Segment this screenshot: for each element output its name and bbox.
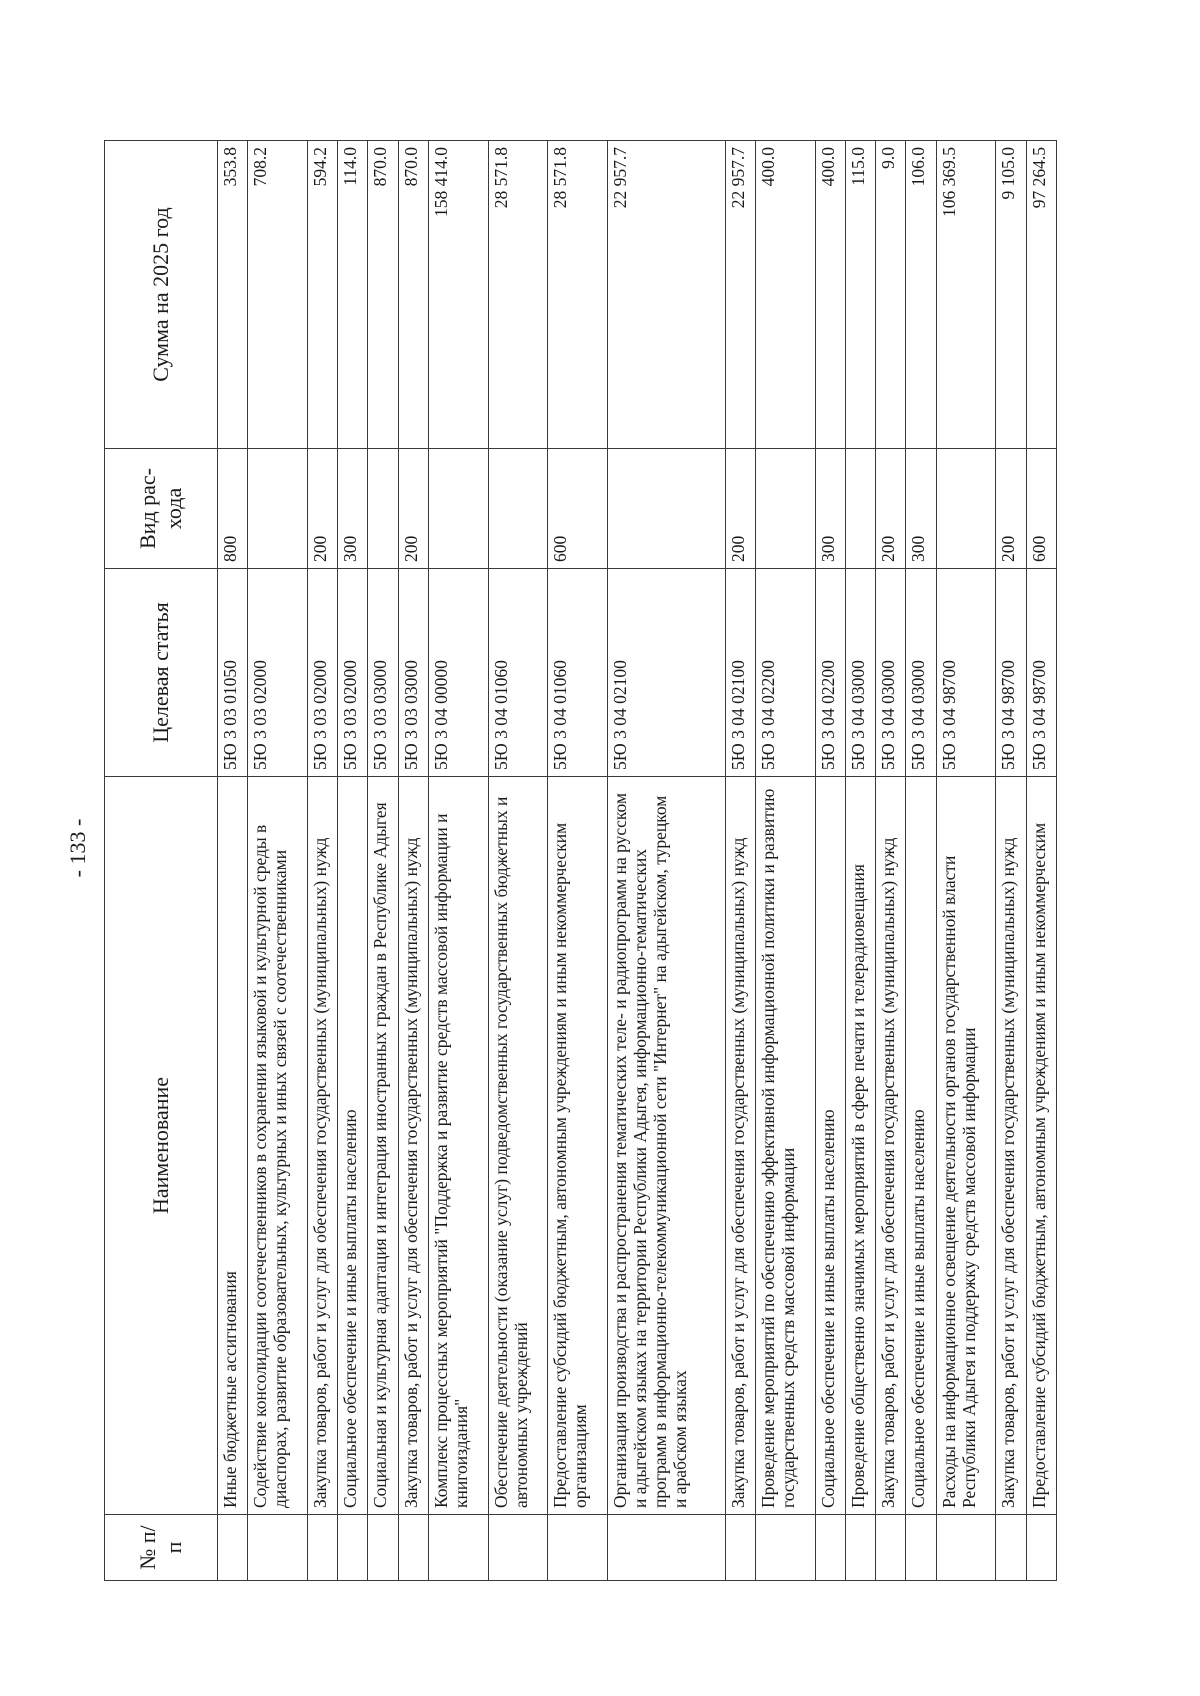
row-article: 5Ю 3 04 01060 xyxy=(548,569,608,777)
row-number-cell xyxy=(218,1515,248,1581)
rotated-table-container xyxy=(104,141,1057,1581)
row-type xyxy=(936,449,996,569)
row-article: 5Ю 3 04 02100 xyxy=(725,569,755,777)
row-sum: 9.0 xyxy=(876,141,906,449)
row-article: 5Ю 3 03 02000 xyxy=(338,569,368,777)
row-type: 200 xyxy=(725,449,755,569)
row-type xyxy=(368,449,398,569)
row-type: 800 xyxy=(218,449,248,569)
row-type xyxy=(248,449,308,569)
row-article: 5Ю 3 04 01060 xyxy=(488,569,548,777)
row-name: Комплекс процессных мероприятий "Поддержка и развитие средств массовой информации и книгоиздания" xyxy=(429,777,489,1515)
row-number-cell xyxy=(876,1515,906,1581)
table-row xyxy=(845,141,875,1581)
row-sum: 708.2 xyxy=(248,141,308,449)
row-type: 300 xyxy=(338,449,368,569)
row-type xyxy=(429,449,489,569)
row-name: Закупка товаров, работ и услуг для обеспечения государственных (муниципальных) нужд xyxy=(398,777,428,1515)
row-sum: 28 571.8 xyxy=(488,141,548,449)
row-sum: 9 105.0 xyxy=(996,141,1026,449)
row-name: Организация производства и распространения тематических теле- и радиопрограмм на русском и адыгейском языках на территории Республики Адыгея, информационно-тематических программ в информационно-телекоммуникационной сети "Интернет" на адыгейском, турецком и арабском языках xyxy=(607,777,725,1515)
table-row xyxy=(1026,141,1056,1581)
row-article: 5Ю 3 04 03000 xyxy=(845,569,875,777)
row-sum: 870.0 xyxy=(368,141,398,449)
row-number-cell xyxy=(1026,1515,1056,1581)
row-name: Закупка товаров, работ и услуг для обеспечения государственных (муниципальных) нужд xyxy=(725,777,755,1515)
row-name: Проведение мероприятий по обеспечению эффективной информационной политики и развитию государственных средств массовой информации xyxy=(756,777,816,1515)
row-sum: 114.0 xyxy=(338,141,368,449)
row-number-cell xyxy=(368,1515,398,1581)
table-row xyxy=(607,141,725,1581)
row-type xyxy=(756,449,816,569)
row-name: Социальное обеспечение и иные выплаты населению xyxy=(815,777,845,1515)
row-sum: 870.0 xyxy=(398,141,428,449)
row-type: 200 xyxy=(307,449,337,569)
row-type xyxy=(845,449,875,569)
table-row xyxy=(906,141,936,1581)
row-name: Закупка товаров, работ и услуг для обеспечения государственных (муниципальных) нужд xyxy=(307,777,337,1515)
row-sum: 22 957.7 xyxy=(607,141,725,449)
table-row xyxy=(398,141,428,1581)
row-number-cell xyxy=(936,1515,996,1581)
row-number-cell xyxy=(725,1515,755,1581)
row-sum: 353.8 xyxy=(218,141,248,449)
header-article: Целевая статья xyxy=(105,569,218,777)
row-article: 5Ю 3 03 01050 xyxy=(218,569,248,777)
row-type: 300 xyxy=(906,449,936,569)
header-number: № п/п xyxy=(105,1515,218,1581)
row-article: 5Ю 3 03 03000 xyxy=(398,569,428,777)
table-header-row xyxy=(105,141,218,1581)
row-number-cell xyxy=(307,1515,337,1581)
row-article: 5Ю 3 04 03000 xyxy=(876,569,906,777)
row-name: Содействие консолидации соотечественников в сохранении языковой и культурной среды в диаспорах, развитие образовательных, культурных и иных связей с соотечественниками xyxy=(248,777,308,1515)
row-type: 200 xyxy=(398,449,428,569)
table-row xyxy=(548,141,608,1581)
row-number-cell xyxy=(398,1515,428,1581)
table-row xyxy=(488,141,548,1581)
row-article: 5Ю 3 04 98700 xyxy=(936,569,996,777)
table-row xyxy=(996,141,1026,1581)
row-article: 5Ю 3 04 98700 xyxy=(1026,569,1056,777)
table-row xyxy=(725,141,755,1581)
row-article: 5Ю 3 04 98700 xyxy=(996,569,1026,777)
row-type xyxy=(488,449,548,569)
table-row xyxy=(248,141,308,1581)
row-number-cell xyxy=(248,1515,308,1581)
row-type: 600 xyxy=(548,449,608,569)
row-sum: 400.0 xyxy=(756,141,816,449)
table-row xyxy=(815,141,845,1581)
row-type xyxy=(607,449,725,569)
row-article: 5Ю 3 04 02100 xyxy=(607,569,725,777)
row-number-cell xyxy=(815,1515,845,1581)
table-row xyxy=(756,141,816,1581)
row-name: Проведение общественно значимых мероприятий в сфере печати и телерадиовещания xyxy=(845,777,875,1515)
row-sum: 400.0 xyxy=(815,141,845,449)
row-number-cell xyxy=(607,1515,725,1581)
row-type: 300 xyxy=(815,449,845,569)
row-number-cell xyxy=(906,1515,936,1581)
row-type: 200 xyxy=(996,449,1026,569)
row-sum: 158 414.0 xyxy=(429,141,489,449)
row-article: 5Ю 3 03 02000 xyxy=(248,569,308,777)
row-article: 5Ю 3 04 00000 xyxy=(429,569,489,777)
row-article: 5Ю 3 04 02200 xyxy=(756,569,816,777)
row-name: Предоставление субсидий бюджетным, автономным учреждениям и иным некоммерческим организациям xyxy=(548,777,608,1515)
row-name: Закупка товаров, работ и услуг для обеспечения государственных (муниципальных) нужд xyxy=(876,777,906,1515)
row-article: 5Ю 3 04 02200 xyxy=(815,569,845,777)
row-name: Закупка товаров, работ и услуг для обеспечения государственных (муниципальных) нужд xyxy=(996,777,1026,1515)
row-article: 5Ю 3 03 03000 xyxy=(368,569,398,777)
row-name: Социальная и культурная адаптация и интеграция иностранных граждан в Республике Адыгея xyxy=(368,777,398,1515)
header-sum: Сумма на 2025 год xyxy=(105,141,218,449)
row-number-cell xyxy=(845,1515,875,1581)
table-row xyxy=(429,141,489,1581)
row-type: 200 xyxy=(876,449,906,569)
row-name: Социальное обеспечение и иные выплаты населению xyxy=(906,777,936,1515)
header-name: Наименование xyxy=(105,777,218,1515)
table-row xyxy=(218,141,248,1581)
header-type: Вид рас-хода xyxy=(105,449,218,569)
table-row xyxy=(338,141,368,1581)
row-name: Расходы на информационное освещение деятельности органов государственной власти Республики Адыгея и поддержку средств массовой информации xyxy=(936,777,996,1515)
row-sum: 22 957.7 xyxy=(725,141,755,449)
row-number-cell xyxy=(338,1515,368,1581)
row-sum: 106.0 xyxy=(906,141,936,449)
row-number-cell xyxy=(429,1515,489,1581)
row-number-cell xyxy=(756,1515,816,1581)
row-sum: 106 369.5 xyxy=(936,141,996,449)
table-row xyxy=(876,141,906,1581)
row-type: 600 xyxy=(1026,449,1056,569)
row-name: Предоставление субсидий бюджетным, автономным учреждениям и иным некоммерческим xyxy=(1026,777,1056,1515)
row-sum: 115.0 xyxy=(845,141,875,449)
row-sum: 28 571.8 xyxy=(548,141,608,449)
row-name: Иные бюджетные ассигнования xyxy=(218,777,248,1515)
row-number-cell xyxy=(996,1515,1026,1581)
budget-table xyxy=(104,140,1057,1581)
row-sum: 594.2 xyxy=(307,141,337,449)
row-sum: 97 264.5 xyxy=(1026,141,1056,449)
row-name: Обеспечение деятельности (оказание услуг) подведомственных государственных бюджетных и автономных учреждений xyxy=(488,777,548,1515)
table-row xyxy=(307,141,337,1581)
row-name: Социальное обеспечение и иные выплаты населению xyxy=(338,777,368,1515)
row-article: 5Ю 3 03 02000 xyxy=(307,569,337,777)
row-number-cell xyxy=(488,1515,548,1581)
page-number: - 133 - xyxy=(65,818,90,878)
row-number-cell xyxy=(548,1515,608,1581)
table-row xyxy=(368,141,398,1581)
table-row xyxy=(936,141,996,1581)
row-article: 5Ю 3 04 03000 xyxy=(906,569,936,777)
